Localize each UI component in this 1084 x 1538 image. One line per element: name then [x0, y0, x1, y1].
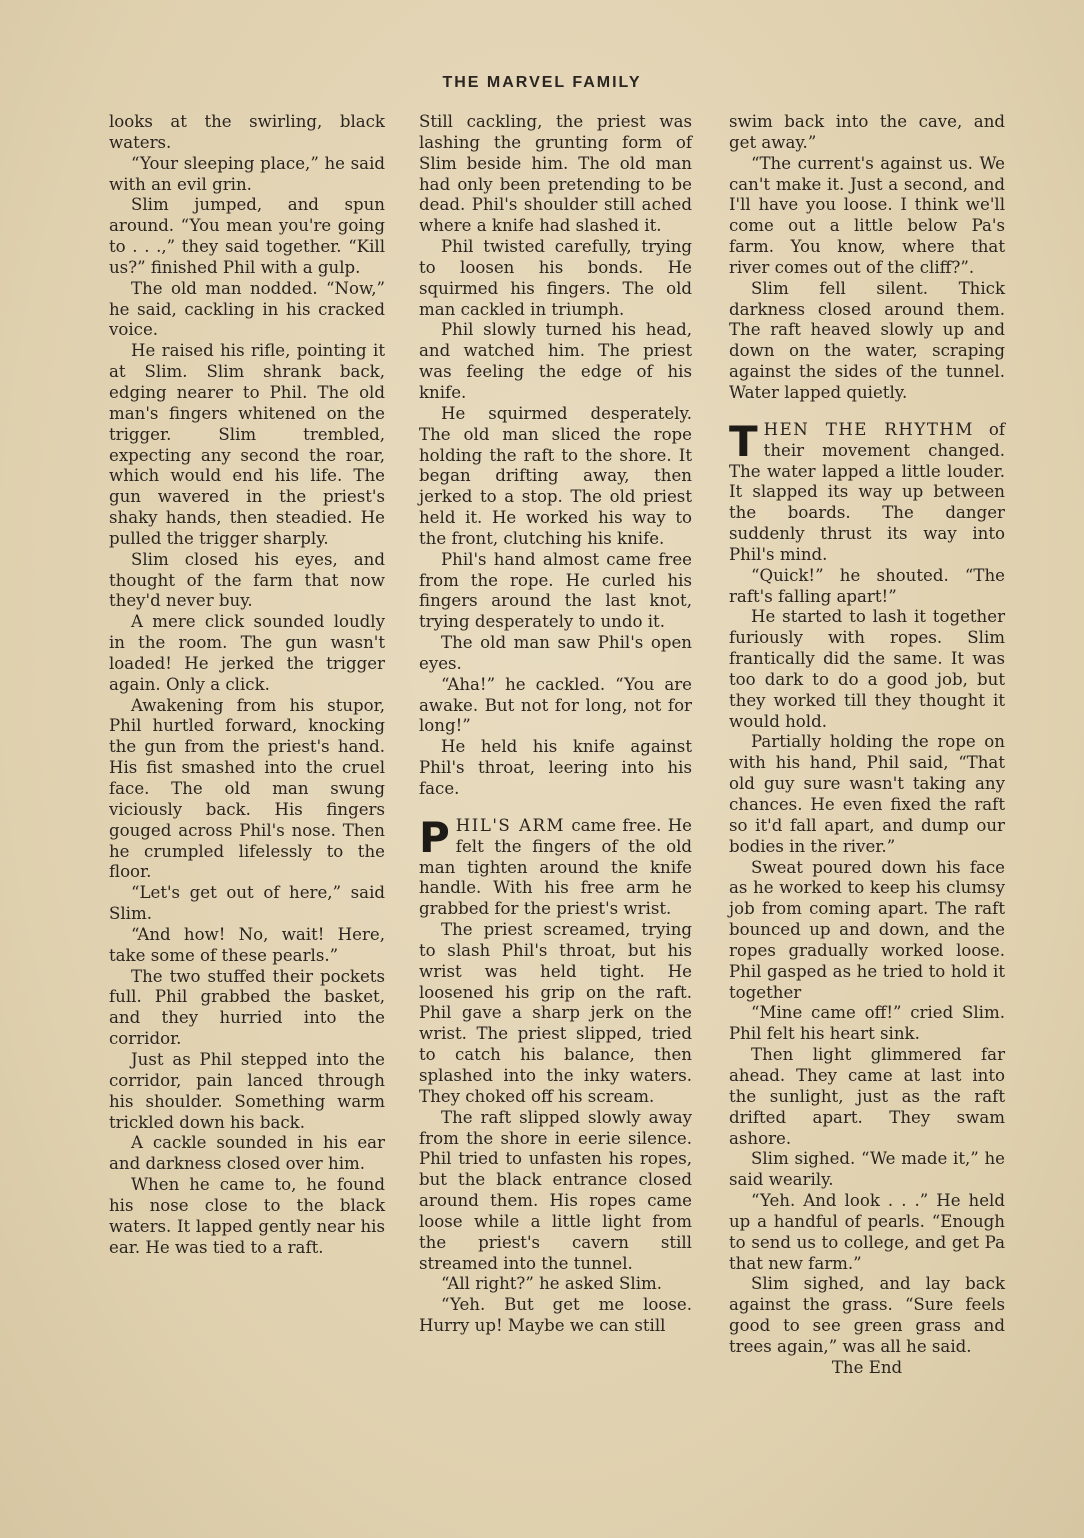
paragraph: Slim sighed, and lay back against the grass. “Sure feels good to see green grass and trees again,” was all he said. [729, 1274, 1005, 1356]
paragraph: Still cackling, the priest was lashing the grunting form of Slim beside him. The old man had only been pretending to be dead. Phil's shoulder still ached where a knife had slashed it. [419, 112, 692, 236]
drop-cap: P [419, 812, 450, 862]
page-header: THE MARVEL FAMILY [442, 74, 642, 91]
paragraph: “Yeh. But get me loose. Hurry up! Maybe we can still [419, 1295, 692, 1336]
paragraph: He raised his rifle, pointing it at Slim. Slim shrank back, edging nearer to Phil. The old man's fingers whitened on the trigger. Slim trembled, expecting any second the roar, which would end his life. The gun wavered in the priest's shaky hands, then steadied. He pulled the trigger sharply. [109, 341, 385, 548]
section-first-text: of their movement changed. The water lapped a little louder. It slapped its way up between the boards. The danger suddenly thrust its way into Phil's mind. [729, 419, 1005, 564]
paragraph: He held his knife against Phil's throat, leering into his face. [419, 737, 692, 798]
section-lead: HEN THE RHYTHM [763, 419, 974, 439]
paragraph: Slim closed his eyes, and thought of the farm that now they'd never buy. [109, 549, 385, 611]
paragraph: A mere click sounded loudly in the room. The gun wasn't loaded! He jerked the trigger again. Only a click. [109, 612, 385, 694]
the-end: The End [831, 1357, 903, 1377]
paragraph: The old man nodded. “Now,” he said, cackling in his cracked voice. [109, 278, 385, 340]
paragraph: Just as Phil stepped into the corridor, pain lanced through his shoulder. Something warm trickled down his back. [109, 1049, 385, 1132]
paragraph: “Quick!” he shouted. “The raft's falling apart!” [729, 565, 1005, 606]
paragraph: Awakening from his stupor, Phil hurtled forward, knocking the gun from the priest's hand. His fist smashed into the cruel face. The old man swung viciously back. His fingers gouged across Phil's nose. Then he crumpled lifelessly to the floor. [109, 695, 385, 882]
paragraph: He started to lash it together furiously with ropes. Slim frantically did the same. It was too dark to do a good job, but they worked till they thought it would hold. [729, 607, 1005, 731]
paragraph: Phil slowly turned his head, and watched him. The priest was feeling the edge of his knife. [419, 320, 692, 402]
paragraph: “Yeh. And look . . .” He held up a handful of pearls. “Enough to send us to college, and get Pa that new farm.” [729, 1191, 1005, 1273]
paragraph: Slim fell silent. Thick darkness closed around them. The raft heaved slowly up and down on the water, scraping against the sides of the tunnel. Water lapped quietly. [729, 278, 1005, 402]
paragraph: The raft slipped slowly away from the shore in eerie silence. Phil tried to unfasten his ropes, but the black entrance closed around them. His ropes came loose while a little light from the priest's cavern still streamed into the tunnel. [419, 1107, 692, 1273]
paragraph: “All right?” he asked Slim. [441, 1274, 663, 1294]
paragraph: “Your sleeping place,” he said with an evil grin. [109, 153, 385, 194]
paragraph: “And how! No, wait! Here, take some of these pearls.” [109, 924, 385, 965]
column-1 [109, 112, 385, 1258]
paragraph: Partially holding the rope on with his hand, Phil said, “That old guy sure wasn't taking any chances. He even fixed the raft so it'd fall apart, and dump our bodies in the river.” [729, 732, 1005, 856]
paragraph: The two stuffed their pockets full. Phil grabbed the basket, and they hurried into the corridor. [109, 966, 385, 1049]
section-opening [729, 416, 1005, 566]
paragraph: Sweat poured down his face as he worked to keep his clumsy job from coming apart. The raft bounced up and down, and the ropes gradually worked loose. Phil gasped as he tried to hold it together [729, 857, 1005, 1002]
paragraph: The priest screamed, trying to slash Phil's throat, but his wrist was held tight. He loosened his grip on the raft. Phil gave a sharp jerk on the wrist. The priest slipped, tried to catch his balance, then splashed into the inky waters. They choked off his scream. [419, 920, 692, 1106]
section-opening [419, 812, 692, 920]
paragraph: A cackle sounded in his ear and darkness closed over him. [109, 1133, 385, 1174]
paragraph: “Let's get out of here,” said Slim. [109, 883, 385, 924]
paragraph: Slim sighed. “We made it,” he said wearily. [729, 1149, 1005, 1190]
paragraph: “The current's against us. We can't make it. Just a second, and I'll have you loose. I think we'll come out a little below Pa's farm. You know, where that river comes out of the cliff?”. [729, 153, 1005, 277]
paragraph: Slim jumped, and spun around. “You mean you're going to . . .,” they said together. “Kill us?” finished Phil with a gulp. [109, 195, 385, 277]
paragraph: “Mine came off!” cried Slim. Phil felt his heart sink. [729, 1003, 1005, 1044]
section-first-text: came free. He felt the fingers of the old man tighten around the knife handle. With his free arm he grabbed for the priest's wrist. [419, 815, 692, 919]
paragraph: Phil twisted carefully, trying to loosen his bonds. He squirmed his fingers. The old man cackled in triumph. [419, 237, 692, 319]
paragraph: When he came to, he found his nose close to the black waters. It lapped gently near his ear. He was tied to a raft. [109, 1175, 385, 1257]
paragraph: “Aha!” he cackled. “You are awake. But not for long, not for long!” [419, 674, 692, 736]
column-3 [729, 112, 1005, 1379]
column-2 [419, 112, 692, 1337]
paragraph: Then light glimmered far ahead. They came at last into the sunlight, just as the raft drifted apart. They swam ashore. [729, 1045, 1005, 1148]
paragraph: The old man saw Phil's open eyes. [419, 633, 692, 673]
paragraph: looks at the swirling, black waters. [109, 112, 385, 152]
paragraph: He squirmed desperately. The old man sliced the rope holding the raft to the shore. It began drifting away, then jerked to a stop. The old priest held it. He worked his way to the front, clutching his knife. [419, 403, 692, 548]
paragraph: Phil's hand almost came free from the rope. He curled his fingers around the last knot, trying desperately to undo it. [419, 549, 692, 632]
section-lead: HIL'S ARM [455, 815, 566, 835]
drop-cap: T [729, 416, 758, 466]
paragraph: swim back into the cave, and get away.” [729, 112, 1005, 152]
